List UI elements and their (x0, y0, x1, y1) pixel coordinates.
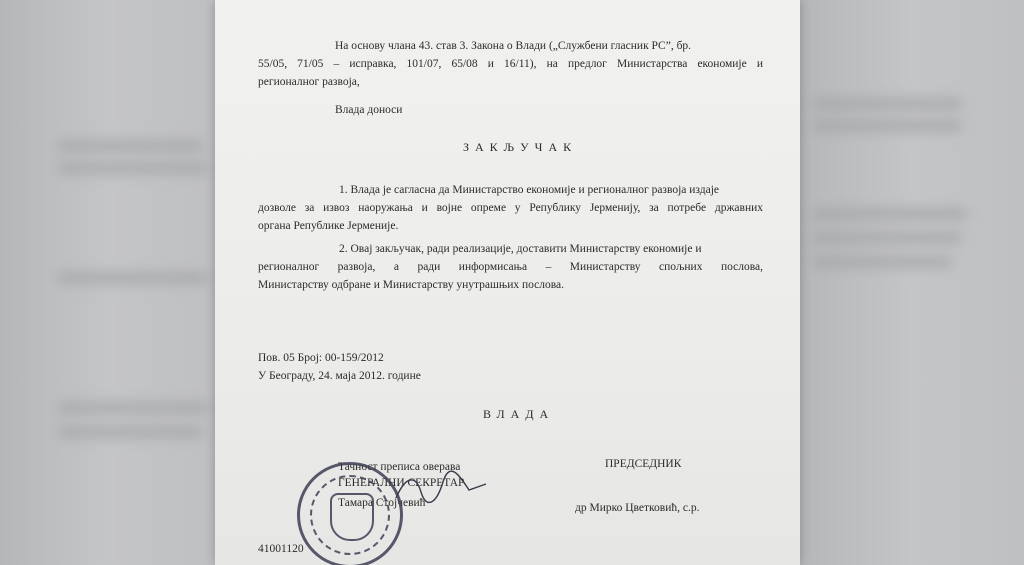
secretary-name: Тамара Стојчевић (338, 497, 426, 509)
handwritten-signature (391, 470, 491, 510)
paragraph-2-line-3: Министарству одбране и Министарству унутрашњих послова. (258, 279, 565, 291)
blurred-text-right (812, 98, 962, 110)
intro-line-1: На основу члана 43. став 3. Закона о Влади („Службени гласник РС”, бр. (335, 40, 692, 52)
government-decides: Влада доноси (335, 104, 403, 116)
blurred-text-right (812, 232, 962, 244)
paragraph-1-line-1: 1. Влада је сагласна да Министарство економије и регионалног развоја издаје (339, 184, 719, 196)
intro-line-3: регионалног развоја, (258, 76, 360, 88)
blurred-text-left (58, 140, 203, 152)
blurred-text-right (812, 256, 952, 268)
general-secretary-title: ГЕНЕРАЛНИ СЕКРЕТАР (338, 477, 465, 489)
paragraph-2-line-2: регионалног развоја, а ради информисања – Министарству спољних послова, (258, 261, 763, 273)
blurred-text-right (812, 208, 967, 220)
place-and-date: У Београду, 24. маја 2012. године (258, 370, 421, 382)
document-heading: ЗАКЉУЧАК (463, 140, 578, 154)
blurred-text-right (812, 120, 962, 132)
president-title: ПРЕДСЕДНИК (605, 458, 682, 470)
document-code: 41001120 (258, 543, 304, 555)
background-right (800, 0, 1024, 565)
coat-of-arms-icon (330, 493, 374, 541)
official-seal-stamp (297, 462, 403, 565)
president-name: др Мирко Цветковић, с.р. (575, 502, 700, 514)
blurred-text-left (58, 402, 208, 414)
paragraph-1-line-3: органа Републике Јерменије. (258, 220, 399, 232)
paragraph-2-line-1: 2. Овај закључак, ради реализације, доставити Министарству економије и (339, 243, 702, 255)
paragraph-1-line-2: дозволе за извоз наоружања и војне опреме у Републику Јерменију, за потребе државних (258, 202, 763, 214)
intro-line-2: 55/05, 71/05 – исправка, 101/07, 65/08 и 16/11), на предлог Министарства економије и (258, 58, 763, 70)
certification-note: Тачност преписа оверава (338, 461, 461, 473)
blurred-text-left (58, 426, 203, 438)
blurred-text-left (58, 272, 208, 284)
blurred-text-left (58, 162, 208, 174)
reference-number: Пов. 05 Број: 00-159/2012 (258, 352, 384, 364)
government-label: ВЛАДА (483, 407, 555, 421)
document-page (215, 0, 800, 565)
